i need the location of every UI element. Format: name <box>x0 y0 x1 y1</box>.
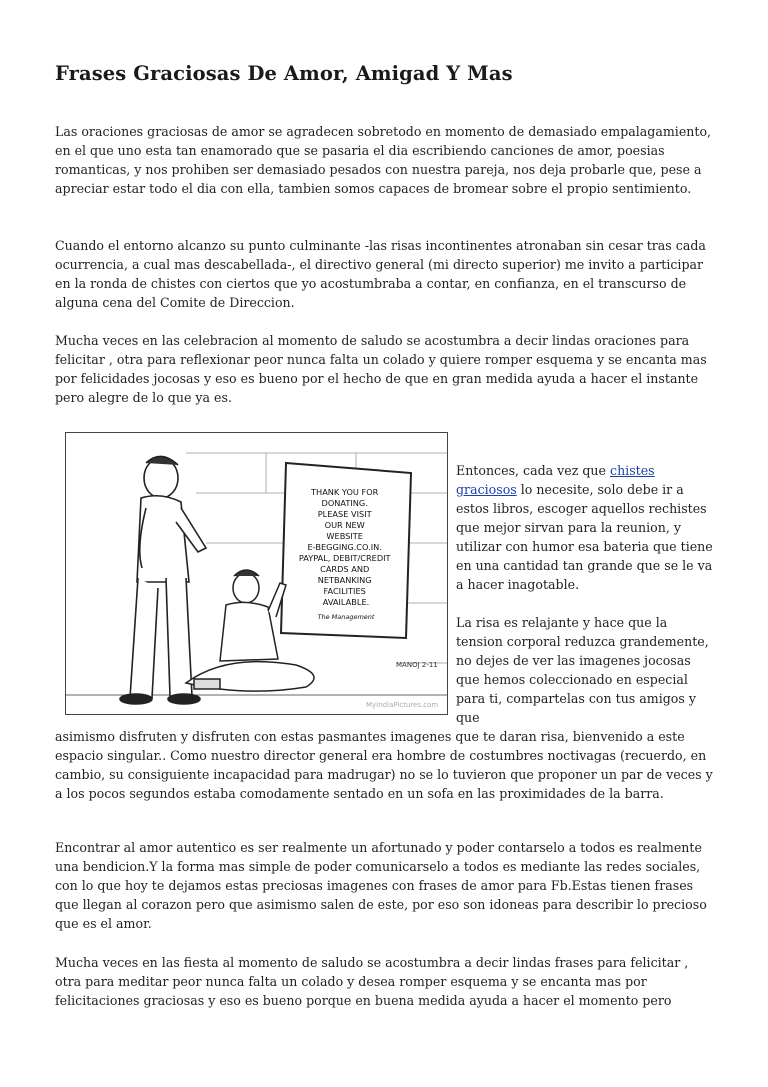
chistes-graciosos-link[interactable]: chistes graciosos <box>456 463 655 497</box>
cartoon-drawing <box>66 433 447 714</box>
paragraph-celebracion: Mucha veces en las celebracion al momento de saludo se acostumbra a decir lindas oraciones para felicitar , otra para reflexionar peor nunca falta un colado y quiere romper esquema y se encanta mas por felicidades jocosas y eso es bueno por el hecho de que en gran medida ayuda a hacer el instante pero alegre de lo que ya es. <box>55 333 707 405</box>
sign-line-4: OUR NEW <box>324 520 365 530</box>
sign-line-3: PLEASE VISIT <box>317 509 372 519</box>
watermark: MyIndiaPictures.com <box>366 701 439 709</box>
side-text-before: Entonces, cada vez que <box>456 463 611 478</box>
donation-sign <box>281 463 411 638</box>
paragraph-entorno: Cuando el entorno alcanzo su punto culminante -las risas incontinentes atronaban sin cesar tras cada ocurrencia, a cual mas descabellada-, el directivo general (mi directo superior) me invito a participar en la ronda de chistes con ciertos que yo acostumbraba a contar, en confianza, en el transcurso de alguna cena del Comite de Direccion. <box>55 238 706 310</box>
sign-line-1: THANK YOU FOR <box>311 487 379 497</box>
sign-line-2: DONATING. <box>321 498 368 508</box>
artist-signature: MANOJ 2-11 <box>396 661 438 669</box>
paragraph-disfruten: asimismo disfruten y disfruten con estas pasmantes imagenes que te daran risa, bienvenido a este espacio singular.. Como nuestro director general era hombre de costumbres noctivagas (recuerdo, en cambio, su consiguiente incapacidad para madrugar) no se lo tuvieron que proponer un par de veces y a los pocos segundos estaba comodamente sentado en un sofa en las proximidades de la barra. <box>55 729 713 801</box>
paragraph-intro: Las oraciones graciosas de amor se agradecen sobretodo en momento de demasiado empalagamiento, en el que uno esta tan enamorado que se pasaria el dia escribiendo canciones de amor, poesias romanticas, y nos prohiben ser demasiado pesados con nuestra pareja, nos deja probarle que, pese a apreciar estar todo el dia con ella, tambien somos capaces de bromear sobre el propio sentimiento. <box>55 124 712 196</box>
sign-line-10: FACILITIES <box>323 586 366 596</box>
side-text-after: lo necesite, solo debe ir a estos libros, escoger aquellos rechistes que mejor sirvan para la reunion, y utilizar con humor esa bateria que tiene en una cantidad tan grande que se le va a hacer inagotable. <box>456 482 713 592</box>
side-paragraph-risa: La risa es relajante y hace que la tension corporal reduzca grandemente, no dejes de ver las imagenes jocosas que hemos coleccionado en especial para ti, compartelas con tus amigos y que <box>456 615 709 725</box>
cartoon-image <box>65 432 448 715</box>
side-paragraph-chistes <box>456 461 718 594</box>
sign-line-5: WEBSITE <box>326 531 363 541</box>
sign-line-6: E-BEGGING.CO.IN. <box>307 542 382 552</box>
sign-line-7: PAYPAL, DEBIT/CREDIT <box>298 553 391 563</box>
sign-line-11: AVAILABLE. <box>322 597 370 607</box>
paragraph-fiesta: Mucha veces en las fiesta al momento de saludo se acostumbra a decir lindas frases para felicitar , otra para meditar peor nunca falta un colado y desea romper esquema y se encanta mas por felicitaciones graciosas y eso es bueno porque en buena medida ayuda a hacer el momento pero <box>55 955 689 1008</box>
standing-man <box>120 456 206 704</box>
page-title: Frases Graciosas De Amor, Amigad Y Mas <box>55 62 513 85</box>
sign-footer: The Management <box>317 613 375 621</box>
sign-line-9: NETBANKING <box>317 575 372 585</box>
sign-line-8: CARDS AND <box>320 564 370 574</box>
paragraph-amor-autentico: Encontrar al amor autentico es ser realmente un afortunado y poder contarselo a todos es realmente una bendicion.Y la forma mas simple de poder comunicarselo a todos es mediante las redes sociales, con lo que hoy te dejamos estas preciosas imagenes con frases de amor para Fb.Estas tienen frases que llegan al corazon pero que asimismo salen de este, por eso son idoneas para describir lo precioso que es el amor. <box>55 840 707 931</box>
